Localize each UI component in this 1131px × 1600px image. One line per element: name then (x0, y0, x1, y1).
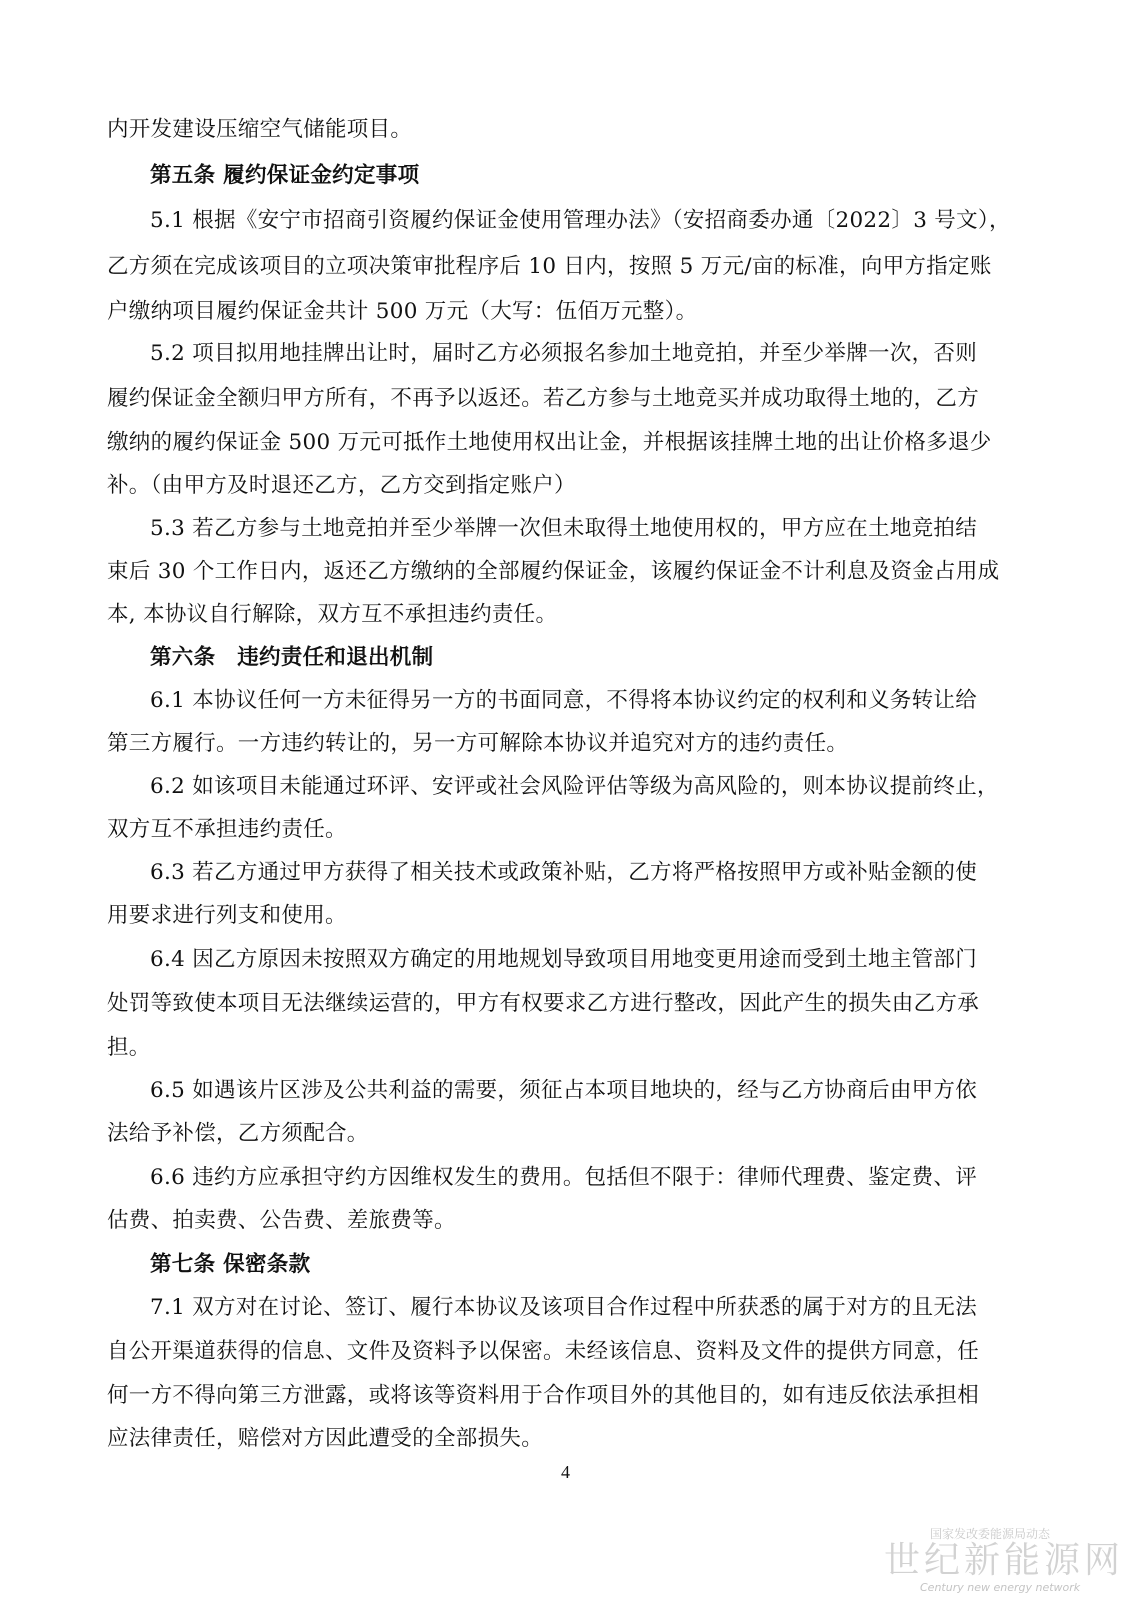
page-number: 4 (561, 1462, 570, 1482)
text-line: 5.3 若乙方参与土地竞拍并至少举牌一次但未取得土地使用权的，甲方应在土地竞拍结 (150, 516, 978, 541)
watermark-top-text: 国家发改委能源局动态 (930, 1527, 1051, 1541)
text-line: 双方互不承担违约责任。 (107, 817, 347, 842)
text-line: 自公开渠道获得的信息、文件及资料予以保密。未经该信息、资料及文件的提供方同意，任 (107, 1339, 980, 1364)
section-heading: 第六条 违约责任和退出机制 (150, 645, 434, 670)
text-line: 履约保证金全额归甲方所有，不再予以返还。若乙方参与土地竞买并成功取得土地的，乙方 (107, 386, 980, 411)
text-line: 6.1 本协议任何一方未征得另一方的书面同意，不得将本协议约定的权利和义务转让给 (150, 688, 978, 713)
text-line: 6.5 如遇该片区涉及公共利益的需要，须征占本项目地块的，经与乙方协商后由甲方依 (150, 1078, 978, 1103)
text-line: 内开发建设压缩空气储能项目。 (107, 117, 413, 142)
text-line: 估费、拍卖费、公告费、差旅费等。 (107, 1208, 456, 1233)
text-line: 何一方不得向第三方泄露，或将该等资料用于合作项目外的其他目的，如有违反依法承担相 (107, 1383, 980, 1408)
watermark-logo: 世纪新能源网 (884, 1540, 1125, 1581)
text-line: 束后 30 个工作日内，返还乙方缴纳的全部履约保证金，该履约保证金不计利息及资金占用成 (107, 559, 1000, 584)
section-heading: 第五条 履约保证金约定事项 (150, 163, 420, 188)
text-line: 5.2 项目拟用地挂牌出让时，届时乙方必须报名参加土地竞拍，并至少举牌一次，否则 (150, 341, 978, 366)
text-line: 6.4 因乙方原因未按照双方确定的用地规划导致项目用地变更用途而受到土地主管部门 (150, 947, 978, 972)
watermark-subtitle: Century new energy network (920, 1581, 1081, 1594)
text-line: 6.2 如该项目未能通过环评、安评或社会风险评估等级为高风险的，则本协议提前终止， (150, 774, 999, 799)
text-line: 5.1 根据《安宁市招商引资履约保证金使用管理办法》（安招商委办通〔2022〕3 号文）， (150, 208, 1011, 233)
text-line: 补。（由甲方及时退还乙方，乙方交到指定账户） (107, 473, 576, 498)
text-line: 担。 (107, 1035, 151, 1060)
text-line: 本, 本协议自行解除，双方互不承担违约责任。 (107, 602, 558, 627)
text-line: 用要求进行列支和使用。 (107, 903, 347, 928)
text-line: 6.6 违约方应承担守约方因维权发生的费用。包括但不限于：律师代理费、鉴定费、评 (150, 1165, 978, 1190)
text-line: 乙方须在完成该项目的立项决策审批程序后 10 日内，按照 5 万元/亩的标准，向甲方指定账 (107, 254, 992, 279)
text-line: 处罚等致使本项目无法继续运营的，甲方有权要求乙方进行整改，因此产生的损失由乙方承 (107, 991, 980, 1016)
section-heading: 第七条 保密条款 (150, 1252, 311, 1277)
text-line: 缴纳的履约保证金 500 万元可抵作土地使用权出让金，并根据该挂牌土地的出让价格多退少 (107, 430, 992, 455)
text-line: 法给予补偿，乙方须配合。 (107, 1121, 369, 1146)
text-line: 第三方履行。一方违约转让的，另一方可解除本协议并追究对方的违约责任。 (107, 731, 849, 756)
text-line: 应法律责任，赔偿对方因此遭受的全部损失。 (107, 1426, 544, 1451)
text-line: 6.3 若乙方通过甲方获得了相关技术或政策补贴，乙方将严格按照甲方或补贴金额的使 (150, 860, 978, 885)
text-line: 7.1 双方对在讨论、签订、履行本协议及该项目合作过程中所获悉的属于对方的且无法 (150, 1295, 978, 1320)
text-line: 户缴纳项目履约保证金共计 500 万元（大写：伍佰万元整）。 (107, 299, 698, 324)
